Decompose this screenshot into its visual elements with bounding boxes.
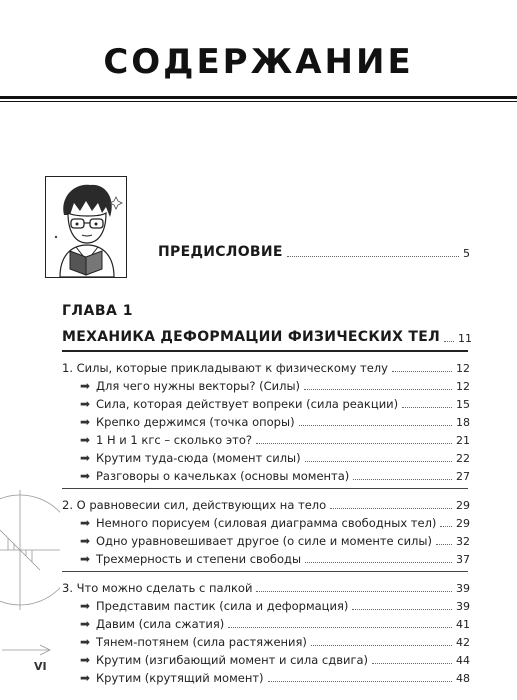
section-label: 3. Что можно сделать с палкой — [62, 581, 253, 595]
page-number: 12 — [456, 362, 470, 375]
subentry-label: Крутим туда-сюда (момент силы) — [96, 451, 301, 465]
subentry-label: Одно уравновешивает другое (о силе и моменте силы) — [96, 534, 432, 548]
toc-subentry[interactable] — [80, 631, 470, 649]
dot-leader — [402, 406, 452, 408]
dot-leader — [256, 442, 452, 444]
toc-subentry[interactable] — [80, 447, 470, 465]
arrow-bullet-icon: ➡ — [80, 552, 91, 566]
toc-section[interactable] — [62, 577, 470, 595]
subentry-label: 1 Н и 1 кгс – сколько это? — [96, 433, 252, 447]
dot-leader — [372, 662, 452, 664]
arrow-bullet-icon: ➡ — [80, 433, 91, 447]
page-number: 15 — [456, 398, 470, 411]
subentry-label: Для чего нужны векторы? (Силы) — [96, 379, 301, 393]
subentry-label: Сила, которая действует вопреки (сила реакции) — [96, 397, 399, 411]
page-number: 48 — [456, 672, 470, 685]
page-number: 37 — [456, 553, 470, 566]
subentry-label: Крутим (крутящий момент) — [96, 671, 264, 685]
page-number: 41 — [456, 618, 470, 631]
arrow-bullet-icon: ➡ — [80, 617, 91, 631]
page-number: 42 — [456, 636, 470, 649]
title-rule-thin — [0, 101, 517, 102]
page-number: 29 — [456, 499, 470, 512]
section-divider — [62, 571, 468, 572]
dot-leader — [305, 460, 452, 462]
toc-subentry[interactable] — [80, 429, 470, 447]
preface-label: ПРЕДИСЛОВИЕ — [158, 244, 283, 260]
section-label: 2. О равновесии сил, действующих на тело — [62, 498, 327, 512]
chapter-rule — [62, 350, 468, 352]
page-folio: VI — [34, 660, 47, 673]
toc-subentry[interactable] — [80, 411, 470, 429]
toc-subentry[interactable] — [80, 375, 470, 393]
subentry-label: Представим пастик (сила и деформация) — [96, 599, 349, 613]
subentry-label: Тянем-потянем (сила растяжения) — [96, 635, 307, 649]
toc-section[interactable] — [62, 357, 470, 375]
character-illustration — [46, 177, 126, 277]
toc-subentry[interactable] — [80, 649, 470, 667]
toc-section[interactable] — [62, 494, 470, 512]
dot-leader — [305, 561, 452, 563]
page-number: 11 — [458, 332, 472, 345]
page-title: СОДЕРЖАНИЕ — [103, 42, 414, 82]
dot-leader — [436, 543, 452, 545]
arrow-bullet-icon: ➡ — [80, 451, 91, 465]
toc-entry-chapter[interactable] — [62, 325, 472, 345]
page-number: 27 — [456, 470, 470, 483]
arrow-bullet-icon: ➡ — [80, 516, 91, 530]
page-number: 5 — [463, 247, 470, 260]
page-number: 22 — [456, 452, 470, 465]
subentry-label: Крепко держимся (точка опоры) — [96, 415, 295, 429]
subentry-label: Разговоры о качельках (основы момента) — [96, 469, 350, 483]
dot-leader — [440, 525, 452, 527]
dot-leader — [444, 340, 454, 342]
dot-leader — [256, 590, 452, 592]
arrow-bullet-icon: ➡ — [80, 379, 91, 393]
arrow-bullet-icon: ➡ — [80, 397, 91, 411]
toc-subentry[interactable] — [80, 613, 470, 631]
page-number: 18 — [456, 416, 470, 429]
dot-leader — [352, 608, 452, 610]
toc-subentry[interactable] — [80, 393, 470, 411]
page-number: 44 — [456, 654, 470, 667]
toc-subentry[interactable] — [80, 530, 470, 548]
toc-subentry[interactable] — [80, 667, 470, 685]
arrow-bullet-icon: ➡ — [80, 635, 91, 649]
toc-subentry[interactable] — [80, 512, 470, 530]
title-rule — [0, 96, 517, 99]
arrow-bullet-icon: ➡ — [80, 415, 91, 429]
dot-leader — [311, 644, 452, 646]
dot-leader — [268, 680, 452, 682]
page-number: 32 — [456, 535, 470, 548]
page-number: 39 — [456, 582, 470, 595]
section-divider — [62, 488, 468, 489]
subentry-label: Крутим (изгибающий момент и сила сдвига) — [96, 653, 369, 667]
arrow-bullet-icon: ➡ — [80, 469, 91, 483]
dot-leader — [228, 626, 452, 628]
dot-leader — [304, 388, 452, 390]
toc-entry-preface[interactable] — [158, 240, 470, 260]
toc-subentry[interactable] — [80, 548, 470, 566]
arrow-bullet-icon: ➡ — [80, 653, 91, 667]
dot-leader — [353, 478, 452, 480]
chapter-number: ГЛАВА 1 — [62, 303, 134, 319]
page-number: 21 — [456, 434, 470, 447]
page-number: 39 — [456, 600, 470, 613]
character-portrait — [45, 176, 127, 278]
subentry-label: Давим (сила сжатия) — [96, 617, 225, 631]
subentry-label: Немного порисуем (силовая диаграмма свободных тел) — [96, 516, 437, 530]
page-number: 12 — [456, 380, 470, 393]
dot-leader — [392, 370, 452, 372]
subentry-label: Трехмерность и степени свободы — [96, 552, 302, 566]
dot-leader — [330, 507, 452, 509]
dot-leader — [299, 424, 452, 426]
chapter-title: МЕХАНИКА ДЕФОРМАЦИИ ФИЗИЧЕСКИХ ТЕЛ — [62, 329, 441, 345]
section-label: 1. Силы, которые прикладывают к физическому телу — [62, 361, 388, 375]
arrow-bullet-icon: ➡ — [80, 534, 91, 548]
arrow-bullet-icon: ➡ — [80, 599, 91, 613]
dot-leader — [287, 255, 459, 257]
toc-subentry[interactable] — [80, 465, 470, 483]
decorative-diagram — [0, 470, 60, 670]
toc-subentry[interactable] — [80, 595, 470, 613]
page-number: 29 — [456, 517, 470, 530]
arrow-bullet-icon: ➡ — [80, 671, 91, 685]
